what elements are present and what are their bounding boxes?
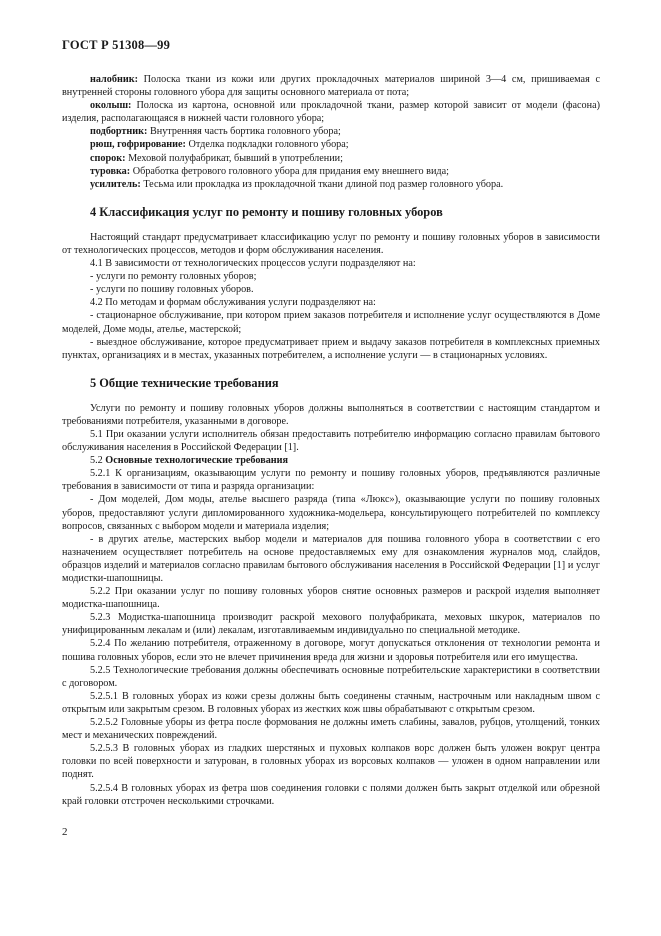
list-item: - в других ателье, мастерских выбор модели и материалов для пошива головного убора в соответствии с его назначением осуществляет потребитель на основе предоставляемых ему для ознакомления журналов мод, слайдов, образцов изделий и материалов согласно правилам бытового обслуживания населения в Российской Федерации [1] и услуг модистки-шапошницы.: [62, 533, 600, 584]
paragraph: 5.1 При оказании услуги исполнитель обязан предоставить потребителю информацию согласно правилам бытового обслуживания населения в Российской Федерации [1].: [62, 428, 600, 454]
page-number: 2: [62, 826, 68, 838]
list-item: - Дом моделей, Дом моды, ателье высшего разряда (типа «Люкс»), оказывающие услуги по пошиву головных уборов, предоставляют услуги дипломированного художника-модельера, консультирующего потребителей по комплексу вопросов, связанных с выбором модели и материала изделия;: [62, 494, 600, 532]
paragraph: Настоящий стандарт предусматривает классификацию услуг по ремонту и пошиву головных уборов в зависимости от технологических процессов, методов и форм обслуживания населения.: [62, 231, 600, 256]
definition-item: усилитель: Тесьма или прокладка из прокладочной ткани длиной под размер головного убора.: [90, 178, 504, 190]
paragraph: 4.2 По методам и формам обслуживания услуги подразделяют на:: [90, 297, 376, 309]
paragraph: 5.2.1 К организациям, оказывающим услуги по ремонту и пошиву головных уборов, предъявляются различные требования в зависимости от типа и разряда организации:: [62, 468, 600, 493]
list-item: - услуги по ремонту головных уборов;: [90, 271, 257, 283]
list-item: - стационарное обслуживание, при котором прием заказов потребителя и исполнение услуг осуществляются в Доме моделей, Доме моды, ателье, мастерской;: [62, 310, 600, 335]
paragraph: 5.2.5.2 Головные уборы из фетра после формования не должны иметь слабины, завалов, рубцов, утолщений, тонких мест и механических повреждений.: [62, 717, 600, 742]
subsection-heading: 5.2 Основные технологические требования: [90, 455, 289, 467]
paragraph: 5.2.2 При оказании услуг по пошиву головных уборов снятие основных размеров и раскрой изделия выполняет модистка-шапошница.: [62, 586, 600, 611]
paragraph: 5.2.4 По желанию потребителя, отраженному в договоре, могут допускаться отклонения от технологии ремонта и пошива головных уборов, если это не влечет причинения вреда для жизни и здоровья потребителя или его имущества.: [62, 638, 600, 663]
definition-item: налобник: Полоска ткани из кожи или других прокладочных материалов шириной 3—4 см, пришиваемая с внутренней стороны головного убора для защиты основного материала от пота;: [62, 74, 600, 99]
list-item: - выездное обслуживание, которое предусматривает прием и выдачу заказов потребителя в комплексных приемных пунктах, организациях и в местах, указанных потребителем, а исполнение услуги — в стационарных условиях.: [62, 336, 600, 361]
document-header: ГОСТ Р 51308—99: [62, 38, 171, 52]
definition-item: рюш, гофрирование: Отделка подкладки головного убора;: [90, 139, 349, 151]
definitions-list: [62, 73, 600, 191]
definition-item: околыш: Полоска из картона, основной или прокладочной ткани, размер которой зависит от модели (фасона) изделия, располагающаяся в нижней части головного убора;: [62, 100, 600, 125]
section-4-title: 4 Классификация услуг по ремонту и пошиву головных уборов: [90, 204, 443, 219]
section-5-title: 5 Общие технические требования: [90, 375, 279, 390]
definition-item: подбортник: Внутренняя часть бортика головного убора;: [90, 126, 341, 138]
paragraph: 5.2.5 Технологические требования должны обеспечивать основные потребительские характеристики в соответствии с договором.: [62, 664, 600, 689]
paragraph: 5.2.5.1 В головных уборах из кожи срезы должны быть соединены стачным, настрочным или накладным швом с открытым или закрытым срезом. В головных уборах из жестких кож швы обрабатывают с открытым срезом.: [62, 690, 600, 715]
paragraph: 5.2.5.3 В головных уборах из гладких шерстяных и пуховых колпаков ворс должен быть уложен вокруг центра головки по всей поверхности и затурован, в головных уборах из ворсовых колпаков — уложен в одном направлении или поднят.: [62, 743, 600, 781]
document-page: [62, 38, 600, 808]
list-item: - услуги по пошиву головных уборов.: [90, 284, 254, 296]
paragraph: Услуги по ремонту и пошиву головных уборов должны выполняться в соответствии с настоящим стандартом и требованиями потребителя, указанными в договоре.: [62, 402, 600, 427]
definition-item: туровка: Обработка фетрового головного убора для придания ему внешнего вида;: [90, 165, 449, 177]
definition-item: спорок: Меховой полуфабрикат, бывший в употреблении;: [90, 152, 343, 164]
paragraph: 5.2.5.4 В головных уборах из фетра шов соединения головки с полями должен быть закрыт отделкой или обрезной край головки отстрочен несколькими строчками.: [62, 782, 600, 807]
paragraph: 5.2.3 Модистка-шапошница производит раскрой мехового полуфабриката, меховых шкурок, материалов по унифицированным лекалам и (или) лекалам, изготавливаемым индивидуально по специальной методике.: [62, 612, 600, 637]
paragraph: 4.1 В зависимости от технологических процессов услуги подразделяют на:: [90, 258, 416, 270]
